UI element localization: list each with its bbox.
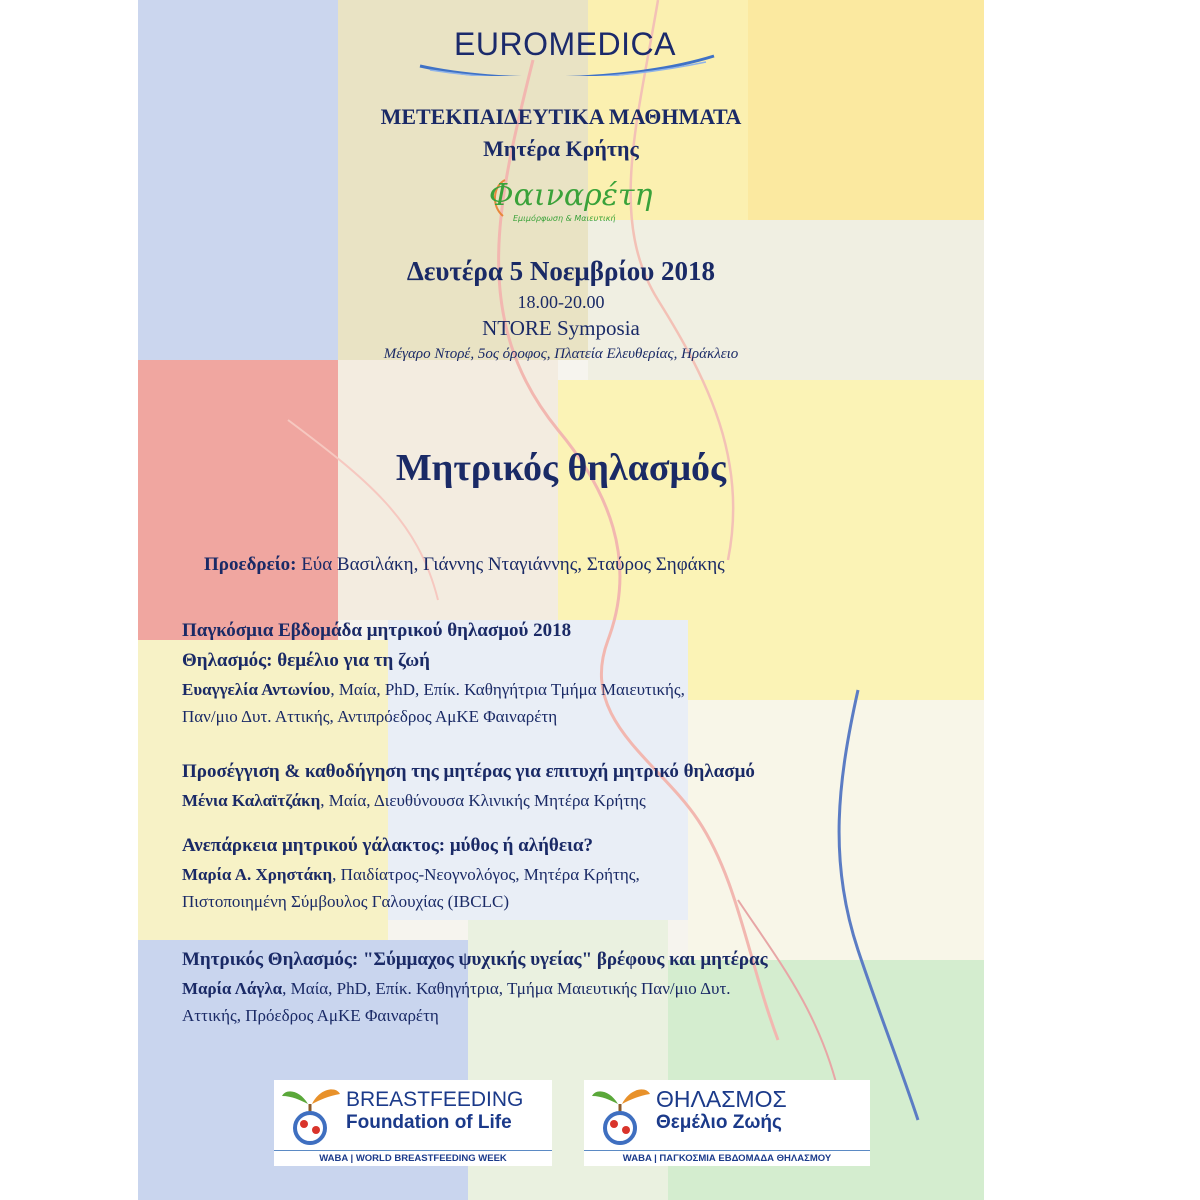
speaker-details: Αττικής, Πρόεδρος ΑμΚΕ Φαιναρέτη <box>182 1006 439 1025</box>
speaker-name: Μαρία Α. Χρηστάκη <box>182 865 333 884</box>
session-title: Θηλασμός: θεμέλιο για τη ζωή <box>182 650 430 671</box>
chair-label: Προεδρείο: <box>204 554 297 575</box>
speaker-details: , Μαία, PhD, Επίκ. Καθηγήτρια, Τμήμα Μαιευτικής Παν/μιο Δυτ. <box>282 979 731 998</box>
event-date: Δευτέρα 5 Νοεμβρίου 2018 <box>406 256 716 286</box>
hospital-name: Μητέρα Κρήτης <box>483 136 639 161</box>
speaker-line <box>182 676 962 703</box>
chair-line <box>204 554 725 576</box>
event-time: 18.00-20.00 <box>517 292 605 312</box>
speaker-details: , Μαία, Διευθύνουσα Κλινικής Μητέρα Κρήτης <box>320 791 646 810</box>
speaker-details: , Παιδίατρος-Νεογνολόγος, Μητέρα Κρήτης, <box>332 865 640 884</box>
speaker-details: , Μαία, PhD, Επίκ. Καθηγήτρια Τμήμα Μαιευτικής, <box>330 680 685 699</box>
venue-address: Μέγαρο Ντορέ, 5ος όροφος, Πλατεία Ελευθερίας, Ηράκλειο <box>383 346 739 362</box>
chair-names: Εύα Βασιλάκη, Γιάννης Νταγιάννης, Σταύρος Σηφάκης <box>296 554 725 575</box>
session-title: Μητρικός Θηλασμός: "Σύμμαχος ψυχικής υγείας" βρέφους και μητέρας <box>182 949 768 970</box>
breastfeeding-week-logo <box>274 1080 552 1166</box>
session-block <box>182 616 962 730</box>
session-title: Ανεπάρκεια μητρικού γάλακτος: μύθος ή αλήθεια? <box>182 835 593 856</box>
session-title: Παγκόσμια Εβδομάδα μητρικού θηλασμού 2018 <box>182 620 572 641</box>
speaker-details: Παν/μιο Δυτ. Αττικής, Αντιπρόεδρος ΑμΚΕ Φαιναρέτη <box>182 707 558 726</box>
session-block <box>182 831 962 915</box>
course-series-title: ΜΕΤΕΚΠΑΙΔΕΥΤΙΚΑ ΜΑΘΗΜΑΤΑ <box>380 104 742 129</box>
logo-title: BREASTFEEDING <box>346 1088 524 1111</box>
speaker-name: Μένια Καλαϊτζάκη <box>182 791 321 810</box>
logo-subtitle: Foundation of Life <box>346 1112 512 1133</box>
speaker-name: Ευαγγελία Αντωνίου <box>182 680 331 699</box>
event-poster <box>138 0 984 1200</box>
mother-baby-icon <box>588 1082 652 1148</box>
logo-footer: WABA | ΠΑΓΚΟΣΜΙΑ ΕΒΔΟΜΑΔΑ ΘΗΛΑΣΜΟΥ <box>584 1150 870 1166</box>
logo-footer: WABA | WORLD BREASTFEEDING WEEK <box>274 1150 552 1166</box>
speaker-line <box>182 861 962 888</box>
logo-title: ΘΗΛΑΣΜΟΣ <box>656 1086 787 1112</box>
venue-name: NTORE Symposia <box>482 316 640 340</box>
speaker-details: Πιστοποιημένη Σύμβουλος Γαλουχίας (IBCLC) <box>182 892 509 911</box>
breastfeeding-week-greek-logo <box>584 1080 870 1166</box>
speaker-name: Μαρία Λάγλα <box>182 979 283 998</box>
session-title: Προσέγγιση & καθοδήγηση της μητέρας για επιτυχή μητρικό θηλασμό <box>182 761 755 782</box>
fainareti-logo-text: Φαιναρέτη <box>489 178 653 213</box>
speaker-line <box>182 975 962 1002</box>
logo-subtitle: Θεμέλιο Ζωής <box>656 1112 782 1133</box>
mother-baby-icon <box>278 1082 342 1148</box>
main-title: Μητρικός θηλασμός <box>395 447 727 489</box>
speaker-line <box>182 787 962 814</box>
fainareti-logo <box>483 172 653 234</box>
fainareti-logo-tagline: Εμιμόρφωση & Μαιευτική <box>513 214 616 223</box>
euromedica-logo <box>410 22 720 76</box>
session-block <box>182 757 962 814</box>
session-block <box>182 945 962 1029</box>
euromedica-logo-text: EUROMEDICA <box>454 26 676 62</box>
